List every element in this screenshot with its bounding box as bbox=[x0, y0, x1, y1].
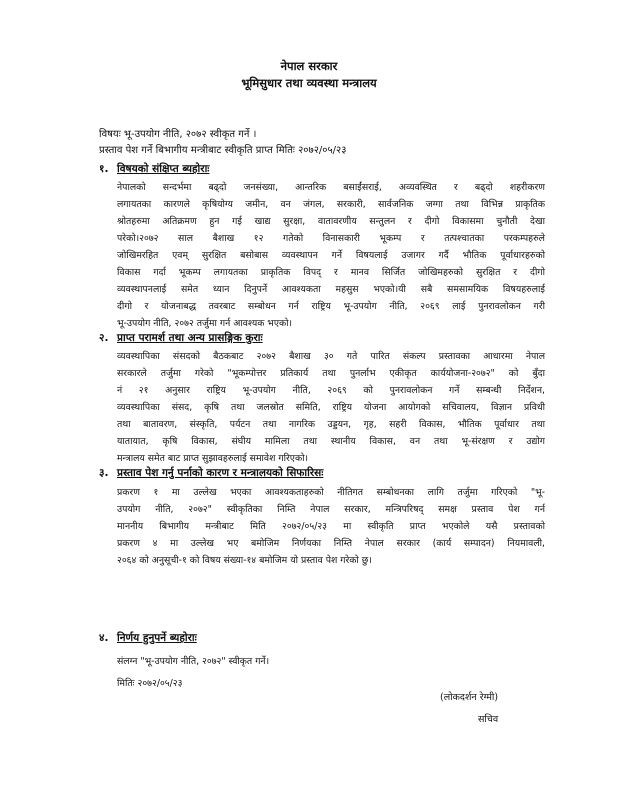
section-1-heading bbox=[99, 162, 209, 176]
section-title: प्रस्ताव पेश गर्नु पर्नाको कारण र मन्त्रालयको सिफारिसः bbox=[117, 467, 324, 479]
body-line: नं २१ अनुसार राष्ट्रिय भू-उपयोग नीति, २०६९ को पुनरावलोकन गर्ने सम्बन्धी निर्देशन, bbox=[117, 385, 545, 396]
body-line: दीगो र योजनाबद्ध तवरबाट सम्बोधन गर्न राष्ट्रिय भू-उपयोग नीति, २०६९ लाई पुनरावलोकन गरी bbox=[117, 301, 545, 312]
section-title: निर्णय हुनुपर्ने ब्यहोराः bbox=[117, 632, 197, 644]
body-line: २०६४ को अनुसूची-१ को विषय संख्या-१४ बमोजिम यो प्रस्ताव पेश गरेको छु। bbox=[117, 555, 372, 566]
body-line: लगायतका कारणले कृषियोग्य जमीन, वन जंगल, सरकारी, सार्वजनिक जग्गा तथा विभिन्न प्राकृतिक bbox=[117, 199, 545, 210]
proposal-date-line: प्रस्ताव पेश गर्ने बिभागीय मन्त्रीबाट स्वीकृति प्राप्त मितिः २०७२/०५/२३ bbox=[99, 145, 347, 156]
section-4-heading bbox=[99, 631, 197, 645]
body-line: माननीय बिभागीय मन्त्रीबाट मिति २०७२/०५/२३ मा स्वीकृति प्राप्त भएकोले यसै प्रस्तावको bbox=[117, 521, 545, 532]
body-line: श्रोतहरुमा अतिक्रमण हुन गई खाद्य सुरक्षा, वातावरणीय सन्तुलन र दीगो विकासमा चुनौती देखा bbox=[117, 216, 545, 227]
body-line: यातायात, कृषि विकास, संघीय मामिला तथा स्थानीय विकास, वन तथा भू-संरक्षण र उद्योग bbox=[117, 436, 545, 447]
body-line: नेपालको सन्दर्भमा बढ्दो जनसंख्या, आन्तरिक बसाईंसराई, अव्यवस्थित र बढ्दो शहरीकरण bbox=[117, 182, 545, 193]
section-number: ३. bbox=[99, 467, 109, 479]
body-line: सरकारले तर्जुमा गरेको "भूकम्पोत्तर प्रतिकार्य तथा पुनर्लाभ एकीकृत कार्ययोजना-२०७२" को बुँदा bbox=[117, 368, 545, 379]
body-line: प्रकरण ४ मा उल्लेख भए बमोजिम निर्णयका निम्ति नेपाल सरकार (कार्य सम्पादन) नियमावली, bbox=[117, 538, 545, 549]
ministry-heading: भूमिसुधार तथा व्यवस्था मन्त्रालय bbox=[241, 76, 377, 90]
section-number: १. bbox=[99, 163, 109, 175]
section-title: विषयको संक्षिप्त ब्यहोराः bbox=[117, 163, 210, 175]
body-line: उपयोग नीति, २०७२" स्वीकृतिका निम्ति नेपाल सरकार, मन्त्रिपरिषद् समक्ष प्रस्ताव पेश गर्न bbox=[117, 504, 545, 515]
section-number: ४. bbox=[99, 632, 109, 644]
body-line: व्यवस्थापिका संसदको बैठकबाट २०७२ बैशाख ३० गते पारित संकल्प प्रस्तावका आधारमा नेपाल bbox=[117, 351, 545, 362]
section-1-body bbox=[117, 179, 545, 332]
body-line: भू-उपयोग नीति, २०७२ तर्जुमा गर्न आवश्यक भएको। bbox=[117, 318, 293, 329]
signatory-name: (लोकदर्शन रेग्मी) bbox=[440, 692, 499, 703]
government-heading: नेपाल सरकार bbox=[280, 59, 338, 73]
section-3-body bbox=[117, 484, 545, 569]
body-line: मितिः २०७२/०५/२३ bbox=[117, 678, 183, 689]
section-2-body bbox=[117, 348, 545, 467]
section-title: प्राप्त परामर्श तथा अन्य प्रासङ्गिक कुराः bbox=[117, 332, 263, 344]
body-line: व्यवस्थापनलाई समेत ध्यान दिनुपर्ने आवश्यकता महसुस भएको।यी सबै समसामयिक विषयहरुलाई bbox=[117, 284, 545, 295]
subject-line: विषयः भू-उपयोग नीति, २०७२ स्वीकृत गर्ने । bbox=[99, 129, 257, 140]
body-line: मन्त्रालय समेत बाट प्राप्त सुझावहरुलाई समावेश गरिएको। bbox=[117, 453, 309, 464]
body-line: प्रकरण १ मा उल्लेख भएका आवश्यकताहरुको नीतिगत सम्बोधनका लागि तर्जुमा गरिएको "भू- bbox=[117, 487, 545, 498]
section-3-heading bbox=[99, 466, 323, 480]
section-2-heading bbox=[99, 331, 263, 345]
signatory-designation: सचिव bbox=[478, 714, 499, 725]
body-line: तथा बातावरण, संस्कृति, पर्यटन तथा नागरिक उड्डयन, गृह, सहरी विकास, भौतिक पूर्वाधार तथा bbox=[117, 419, 545, 430]
body-line: परेको।२०७२ साल बैशाख १२ गतेको विनासकारी भूकम्प र तत्पश्चातका परकम्पहरुले bbox=[117, 233, 545, 244]
section-number: २. bbox=[99, 332, 109, 344]
body-line: व्यवस्थापिका संसद, कृषि तथा जलस्रोत समिति, राष्ट्रिय योजना आयोगको सचिवालय, विज्ञान प्रविधी bbox=[117, 402, 545, 413]
body-line: जोखिमरहित एवम् सुरक्षित बसोबास व्यवस्थापन गर्ने विषयलाई उजागर गर्दै भौतिक पूर्वाधारहरुको bbox=[117, 250, 545, 261]
section-4-body bbox=[117, 651, 545, 695]
body-line: विकास गर्दा भूकम्प लगायतका प्राकृतिक विपद् र मानव सिर्जित जोखिमहरुको सुरक्षित र दीगो bbox=[117, 267, 545, 278]
body-line: संलग्न "भू-उपयोग नीति, २०७२" स्वीकृत गर्ने। bbox=[117, 656, 270, 667]
